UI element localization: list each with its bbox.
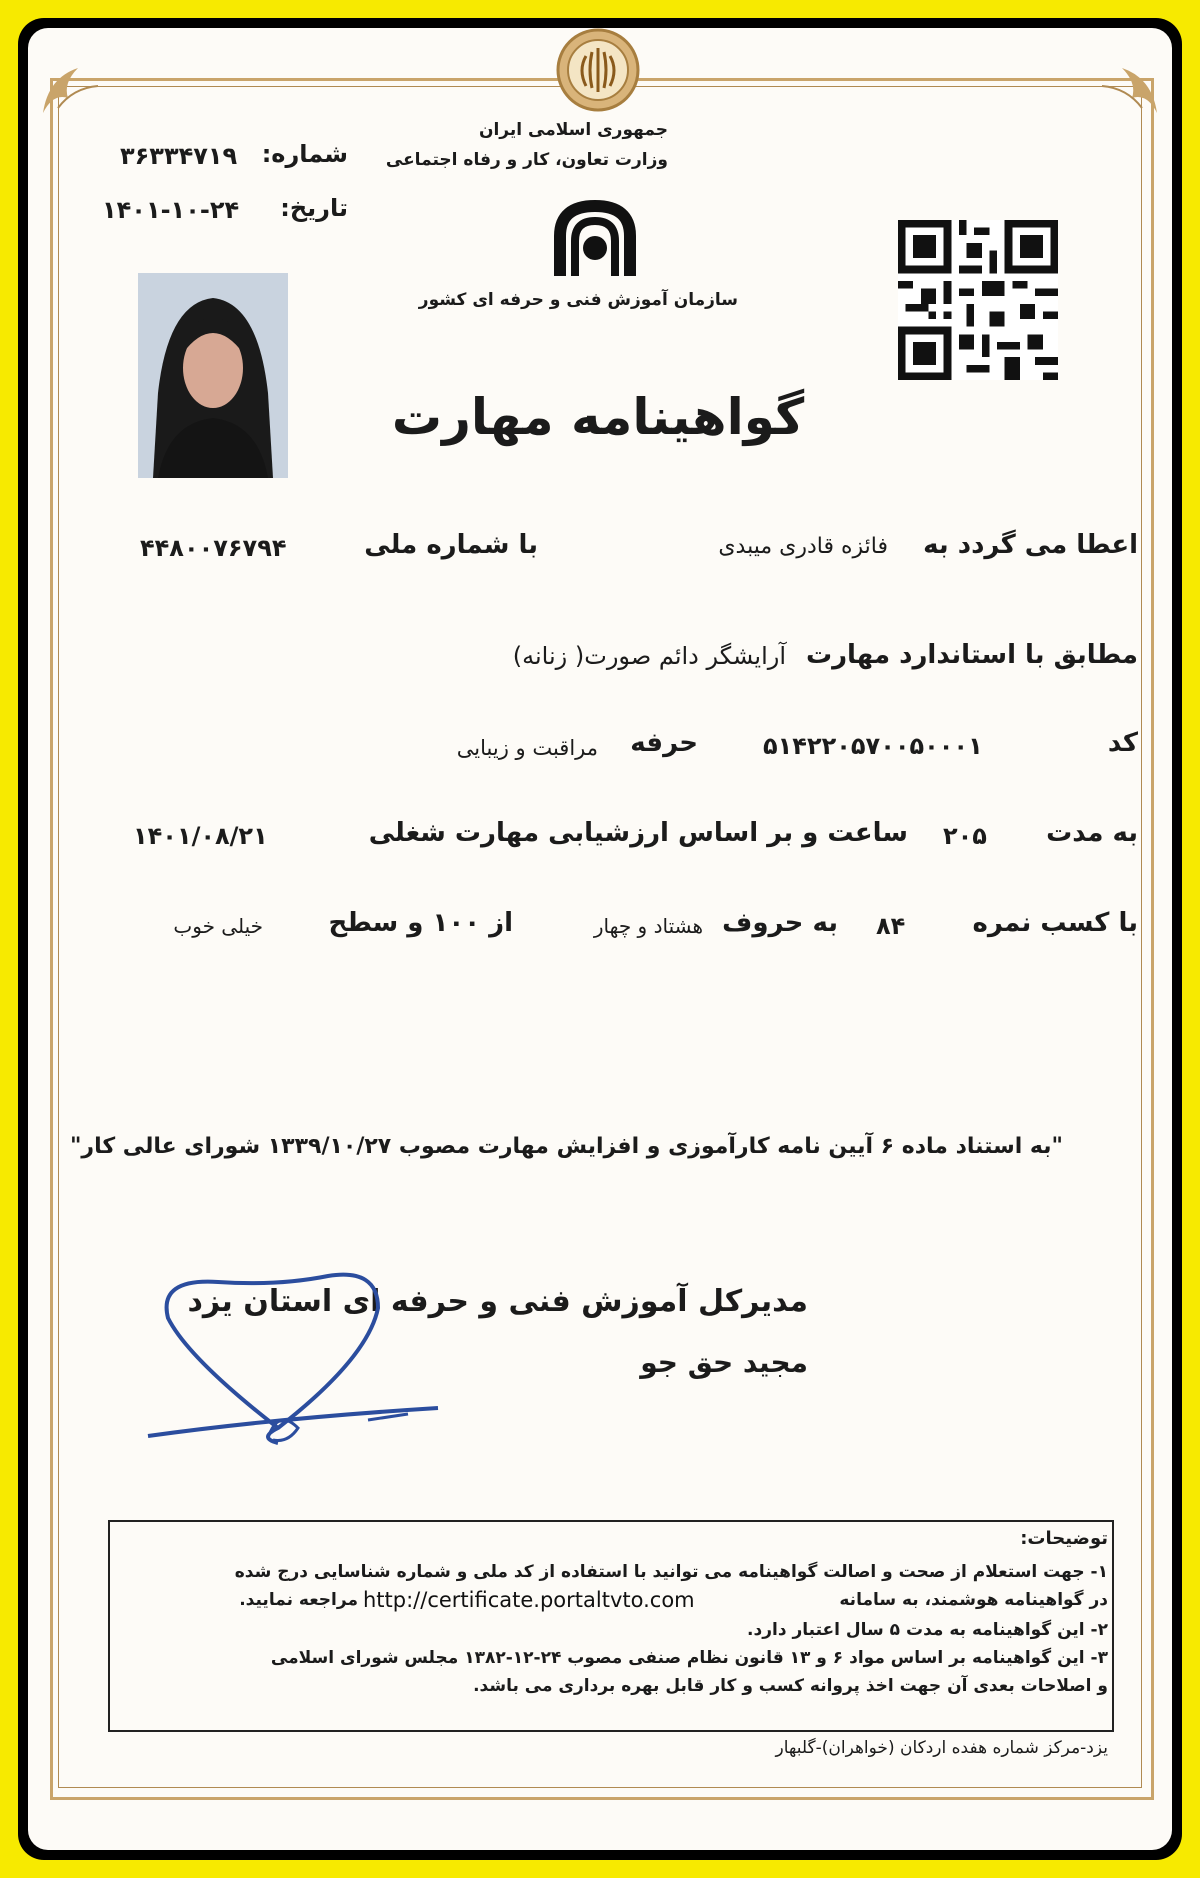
level-value: خیلی خوب [173,914,263,938]
score-label: با کسب نمره [972,908,1138,938]
date-value: ۱۴۰۱-۱۰-۲۴ [102,196,240,224]
signature-icon [128,1268,448,1448]
qr-code-icon [898,220,1058,380]
national-id-value: ۴۴۸۰۰۷۶۷۹۴ [140,534,287,562]
evaluation-date: ۱۴۰۱/۰۸/۲۱ [133,822,268,850]
notes-heading: توضیحات: [1020,1528,1108,1549]
footer-center: یزد-مرکز شماره هفده اردکان (خواهران)-گلبهار [775,1738,1108,1758]
hours-label: ساعت و بر اساس ارزشیابی مهارت شغلی [368,818,908,848]
iran-emblem-icon [548,28,648,114]
in-words-value: هشتاد و چهار [593,914,703,938]
notes-line-3: ۲- این گواهینامه به مدت ۵ سال اعتبار دارد. [747,1620,1108,1640]
number-value: ۳۶۳۳۴۷۱۹ [120,142,238,170]
date-label: تاریخ: [280,194,348,222]
decree-text: "به استناد ماده ۶ آیین نامه کارآموزی و افزایش مهارت مصوب ۱۳۳۹/۱۰/۲۷ شورای عالی کار" [69,1134,1063,1159]
standard-label: مطابق با استاندارد مهارت [805,640,1138,670]
out-of-label: از ۱۰۰ و سطح [328,908,513,938]
standard-value: آرایشگر دائم صورت( زنانه) [512,642,786,670]
code-value: ۵۱۴۲۲۰۵۷۰۰۵۰۰۰۱ [763,732,983,760]
notes-line-1: ۱- جهت استعلام از صحت و اصالت گواهینامه می توانید با استفاده از کد ملی و شماره شناسایی درج شده [234,1562,1108,1582]
awarded-name: فائزه قادری میبدی [718,534,888,559]
portrait-icon [138,273,288,478]
duration-value: ۲۰۵ [943,822,987,850]
notes-line-4: ۳- این گواهینامه بر اساس مواد ۶ و ۱۳ قانون نظام صنفی مصوب ۲۴-۱۲-۱۳۸۲ مجلس شورای اسلامی [270,1648,1108,1668]
score-value: ۸۴ [876,912,906,940]
certificate-paper [28,28,1172,1850]
duration-label: به مدت [1046,818,1138,848]
republic-title: جمهوری اسلامی ایران [478,120,668,140]
number-label: شماره: [261,140,348,168]
signatory-name: مجید حق جو [640,1346,808,1379]
certificate-link[interactable]: http://certificate.portaltvto.com [363,1588,695,1612]
national-id-label: با شماره ملی [364,530,538,560]
certificate-title: گواهینامه مهارت [391,388,805,446]
notes-line-5: و اصلاحات بعدی آن جهت اخذ پروانه کسب و کار قابل بهره برداری می باشد. [473,1676,1108,1696]
ministry-title: وزارت تعاون، کار و رفاه اجتماعی [385,150,668,170]
trade-value: مراقبت و زیبایی [456,736,598,760]
in-words-label: به حروف [722,908,838,938]
corner-ornament-icon [38,58,108,118]
corner-ornament-icon [1092,58,1162,118]
code-label: کد [1107,728,1138,758]
awarded-label: اعطا می گردد به [923,530,1138,560]
organization-title: سازمان آموزش فنی و حرفه ای کشور [418,290,738,310]
notes-line-2-prefix: در گواهینامه هوشمند، به سامانه [839,1590,1108,1610]
holder-photo [138,273,288,478]
signatory-title: مدیرکل آموزش فنی و حرفه ای استان یزد [187,1284,808,1319]
tvto-logo-icon [540,196,650,286]
notes-line-2-suffix: مراجعه نمایید. [239,1590,358,1610]
trade-label: حرفه [630,728,698,758]
